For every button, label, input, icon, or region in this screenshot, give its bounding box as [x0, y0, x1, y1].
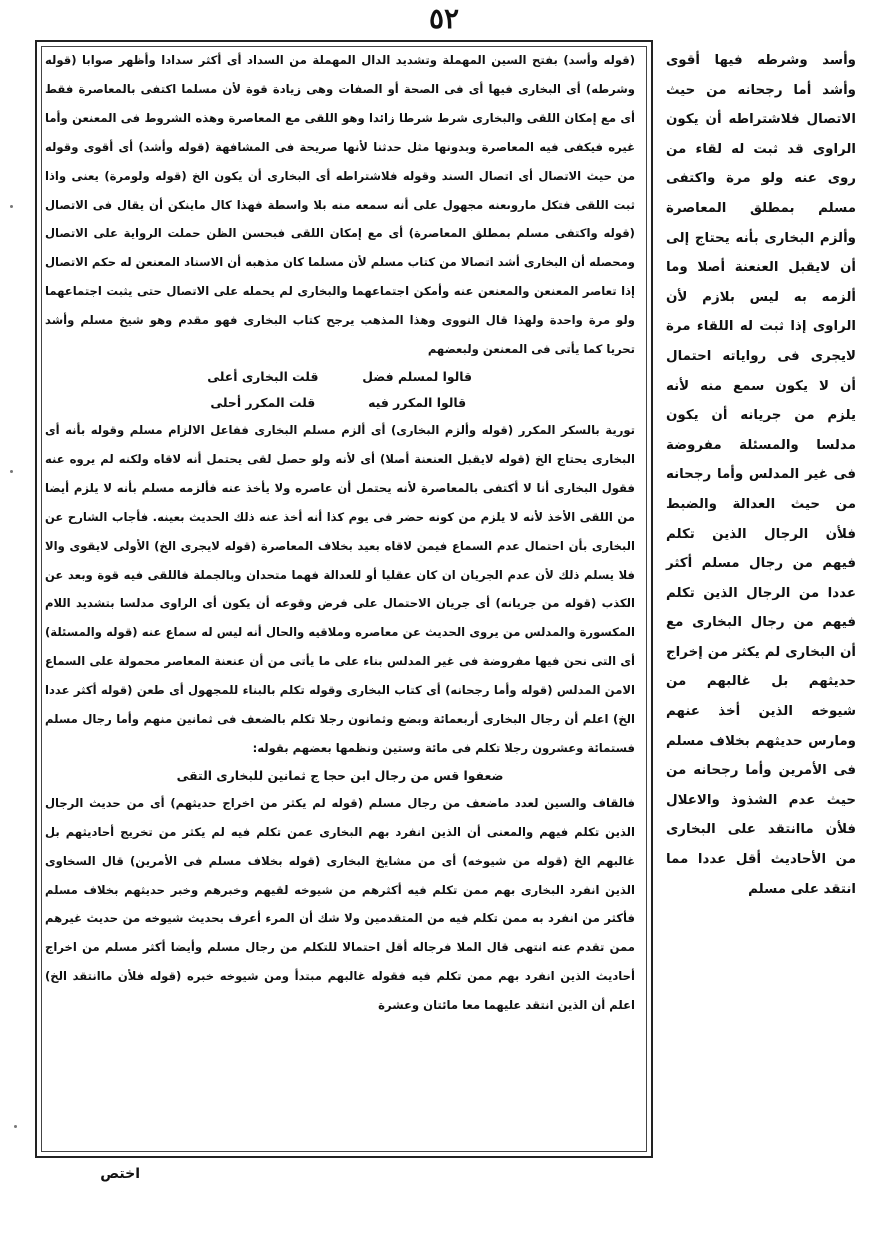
poem-hemistich-left: قلت البخارى أعلى [207, 368, 319, 384]
margin-text: وأسد وشرطه فيها أقوى وأشد أما رجحانه من حيث الاتصال فلاشتراطه أن يكون الراوى قد ثبت له لقاء من روى عنه ولو مرة واكتفى مسلم بمطلق المعاصرة وألزم البخارى بأنه يحتاج إلى أن لايقبل العنعنة أصلا وما ألزمه به ليس بلازم لأن الراوى إذا ثبت له اللقاء مرة لايجرى فى رواياته احتمال أن لا يكون سمع منه لأنه يلزم من جريانه أن يكون مدلسا والمسئلة مفروضة فى غير المدلس وأما رجحانه من حيث العدالة والضبط فلأن الرجال الذين تكلم فيهم من رجال مسلم أكثر عددا من الرجال الذين تكلم فيهم من رجال البخارى مع أن البخارى لم يكثر من إخراج حديثهم بل غالبهم من شيوخه الذين أخذ عنهم ومارس حديثهم بخلاف مسلم فى الأمرين وأما رجحانه من حيث عدم الشذوذ والاعلال فلأن ماانتقد على البخارى من الأحاديث أقل عددا مما انتقد على مسلم [666, 53, 856, 897]
scan-speck [10, 205, 13, 208]
poem-block [45, 364, 635, 416]
poem-line [45, 364, 635, 390]
commentary-paragraph: فالقاف والسين لعدد ماضعف من رجال مسلم (قوله لم يكثر من اخراج حديثهم) أى من حديث الرجال الذين تكلم فيهم والمعنى أن الذين انفرد بهم البخارى عمن تكلم فيه لم يكثر من تخريج أحاديثهم بل غالبهم الخ (قوله من شيوخه) أى من مشايخ البخارى (قوله بخلاف مسلم فى الأمرين) قال السخاوى الذين انفرد البخارى بهم ممن تكلم فيه أكثرهم من شيوخه لقيهم وخبرهم وخبر حديثهم بخلاف مسلم فأكثر من انفرد به ممن تكلم فيه من المتقدمين ولا شك أن المرء أعرف بحديث شيوخه من حديث غيرهم ممن تقدم عنه انتهى قال الملا فرجاله أقل احتمالا للتكلم من رجال مسلم وأيضا أكثر مسلم من اخراج أحاديث الذين انفرد بهم ممن تكلم فيه فقوله غالبهم مبتدأ ومن شيوخه خبره (قوله فلأن ماانتقد الخ) اعلم أن الذين انتقد عليهما معا مائتان وعشرة [45, 795, 635, 1013]
commentary-text [45, 46, 635, 1020]
poem-hemistich-left: قلت المكرر أحلى [210, 394, 316, 410]
scan-speck [10, 470, 13, 473]
scan-speck [14, 1125, 17, 1128]
page-number: ٥٢ [428, 2, 460, 35]
poem-hemistich-right: قالوا المكرر فيه [368, 394, 467, 410]
commentary-paragraph: (قوله وأسد) بفتح السين المهملة وتشديد الدال المهملة من السداد أى أكثر سدادا وأظهر صوابا (قوله وشرطه) أى البخارى فيها أى فى الصحة أو الصفات وهى زيادة قوة لأن مسلما اكتفى بالمعاصرة فقط أى مع إمكان اللقى والبخارى شرط شرطا زائدا وهو اللقى مع المعاصرة وهذه الشروط فى المعنعن وأما غيره فيكفى فيه المعاصرة وبدونها مثل حدثنا لأنها صريحة فى المشافهة (قوله وأشد) أى أقوى وقوله من حيث الاتصال أى اتصال السند وقوله فلاشتراطه أى البخارى أن يكون الخ (قوله ولومرة) يعنى واذا ثبت اللقى فتكل ماروىعنه مجهول على أنه سمعه منه بلا واسطة فهذا كال ماينكن أن يقال فى الاتصال (قوله واكتفى مسلم بمطلق المعاصرة) أى مع إمكان اللقى فبحسن الظن حملت الرواية على الاتصال ومحصله أن البخارى أشد اتصالا من كتاب مسلم لأن مسلما كان مذهبه أن الاسناد المعنعن له حكم الاتصال إذا تعاصر المعنعن والمعنعن عنه وأمكن اجتماعهما والبخارى لم يحمله على الاتصال حتى يثبت اجتماعهما ولو مرة واحدة ولهذا قال النووى وهذا المذهب يرجح كتاب البخارى فهو مقدم وهو شيخ مسلم وأشد تحريا كما يأتى فى المعنعن ولبعضهم [45, 53, 635, 357]
commentary-frame [35, 40, 653, 1158]
verse-line: ضعفوا قس من رجال ابن حجا ج ثمانين للبخارى التقى [176, 767, 504, 783]
commentary-paragraph: تورية بالسكر المكرر (قوله وألزم البخارى) أى ألزم مسلم البخارى ففاعل الالزام مسلم وقوله بأنه أى البخارى يحتاج الخ (قوله لايقبل العنعنة أصلا) أى لأنه ولو حصل لقى يحتمل أنه لاقاه ولكنه لم يروه عنه فقول البخارى أنا لا أكتفى بالمعاصرة لأنه يحتمل أن عاصره ولا يأخذ عنه فألزمه مسلم بأنه لا يلزم أيضا من اللقى الأخذ لأنه لا يلزم من كونه حضر فى يوم كذا أنه أخذ عنه ذلك الحديث بعينه. فأجاب الشارح عن البخارى بأن احتمال عدم السماع فيمن لاقاه بعيد بخلاف المعاصرة (قوله لايجرى الخ) الأولى لايقوى والا فلا يسلم ذلك لأن عدم الجريان ان كان عقليا أو للعدالة فهما متحدان وبالجملة فاللقى فيه قوة وبعد عن الكذب (قوله من جريانه) أى جريان الاحتمال على فرض وقوعه أن يكون أى الراوى مدلسا بتشديد اللام المكسورة والمدلس من يروى الحديث عن معاصره وملاقيه والحال أنه ليس له سماع عنه (قوله والمسئلة) أى التى نحن فيها مفروضة فى غير المدلس بناء على ما يأتى من أن عنعنة المعاصر محمولة على السماع الامن المدلس (قوله وأما رجحانه) أى كتاب البخارى وقوله تكلم بالبناء للمجهول أى طعن (قوله أكثر عددا الخ) اعلم أن رجال البخارى أربعمائة وبضع وثمانون رجلا تكلم بالضعف فى ثمانين منهم وأما رجال مسلم فستمائة وعشرون رجلا تكلم فى مائة وستين ونظمها بعضهم بقوله: [45, 422, 635, 755]
poem-hemistich-right: قالوا لمسلم فضل [362, 368, 473, 384]
poem-line [45, 390, 635, 416]
catchword: اختص [100, 1166, 140, 1182]
